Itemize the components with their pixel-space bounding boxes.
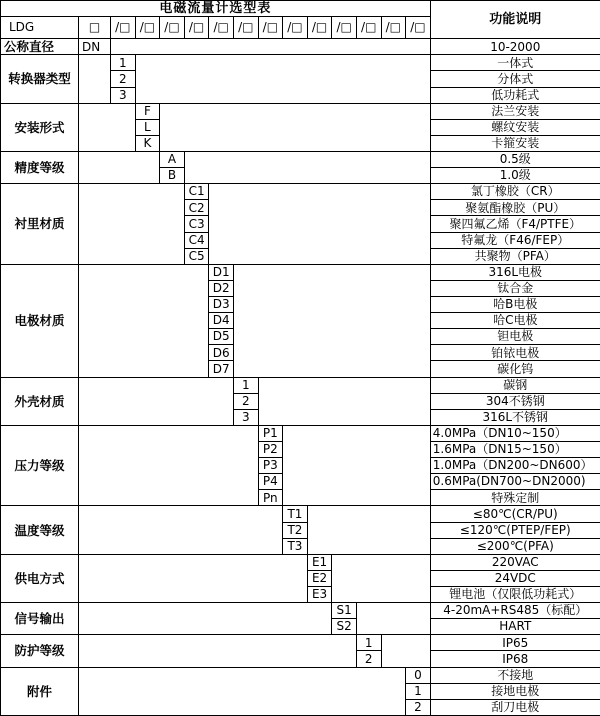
desc-cell: ≤80℃(CR/PU)	[430, 506, 600, 522]
desc-cell: 铂铱电极	[430, 345, 600, 361]
empty-cell	[79, 264, 209, 377]
empty-cell	[160, 103, 431, 151]
desc-cell: 哈C电极	[430, 313, 600, 329]
code-cell: E2	[307, 570, 332, 586]
code-cell: A	[160, 152, 185, 168]
code-cell: P4	[258, 474, 283, 490]
code-cell: F	[135, 103, 160, 119]
code-cell: C1	[184, 184, 209, 200]
desc-cell: 不接地	[430, 667, 600, 683]
code-cell: D4	[209, 313, 234, 329]
empty-cell	[79, 184, 185, 265]
table-row	[1, 554, 600, 570]
model-box-cell: /□	[258, 17, 283, 39]
model-box-cell: /□	[160, 17, 185, 39]
desc-cell: 220VAC	[430, 554, 600, 570]
model-box-cell: /□	[135, 17, 160, 39]
desc-cell: 氯丁橡胶（CR）	[430, 184, 600, 200]
section-label: 精度等级	[1, 152, 79, 184]
code-cell: T2	[283, 522, 308, 538]
section-label: 供电方式	[1, 554, 79, 602]
code-cell: T1	[283, 506, 308, 522]
empty-cell	[79, 152, 160, 184]
desc-cell: 碳钢	[430, 377, 600, 393]
section-label: 电极材质	[1, 264, 79, 377]
model-box-cell: /□	[406, 17, 431, 39]
desc-cell: 0.5级	[430, 152, 600, 168]
desc-cell: 1.0级	[430, 168, 600, 184]
model-box-cell: /□	[332, 17, 357, 39]
code-cell: L	[135, 119, 160, 135]
function-header: 功能说明	[430, 1, 600, 39]
empty-cell	[233, 264, 430, 377]
section-label: 附件	[1, 667, 79, 715]
model-box-cell: /□	[307, 17, 332, 39]
empty-cell	[79, 103, 136, 151]
desc-cell: IP65	[430, 635, 600, 651]
empty-cell	[79, 667, 406, 715]
empty-cell	[356, 603, 430, 635]
section-label: 压力等级	[1, 425, 79, 506]
empty-cell	[79, 554, 308, 602]
code-cell: 3	[111, 87, 136, 103]
empty-cell	[79, 635, 357, 667]
empty-cell	[283, 425, 431, 506]
desc-cell: IP68	[430, 651, 600, 667]
code-cell: T3	[283, 538, 308, 554]
empty-cell	[111, 39, 431, 55]
code-cell: 2	[406, 699, 431, 715]
code-cell: C3	[184, 216, 209, 232]
desc-cell: 钛合金	[430, 280, 600, 296]
empty-cell	[79, 55, 111, 103]
code-cell: DN	[79, 39, 111, 55]
diameter-row	[1, 39, 600, 55]
desc-cell: 钽电极	[430, 329, 600, 345]
code-cell: D3	[209, 297, 234, 313]
table-row	[1, 264, 600, 280]
desc-cell: 分体式	[430, 71, 600, 87]
code-cell: D2	[209, 280, 234, 296]
model-box-cell: /□	[283, 17, 308, 39]
desc-cell: 聚四氟乙烯（F4/PTFE）	[430, 216, 600, 232]
section-label: 衬里材质	[1, 184, 79, 265]
code-cell: D5	[209, 329, 234, 345]
code-cell: C5	[184, 248, 209, 264]
table-row	[1, 635, 600, 651]
table-row	[1, 184, 600, 200]
desc-cell: 316L不锈钢	[430, 409, 600, 425]
empty-cell	[79, 506, 283, 554]
code-cell: P3	[258, 458, 283, 474]
desc-cell: 卡箍安装	[430, 135, 600, 151]
title-row	[1, 1, 600, 17]
code-cell: C2	[184, 200, 209, 216]
code-cell: 0	[406, 667, 431, 683]
empty-cell	[79, 425, 259, 506]
desc-cell: ≤200℃(PFA)	[430, 538, 600, 554]
desc-cell: ≤120℃(PTEP/FEP)	[430, 522, 600, 538]
desc-cell: 24VDC	[430, 570, 600, 586]
desc-cell: 共聚物（PFA）	[430, 248, 600, 264]
table-row	[1, 103, 600, 119]
code-cell: 1	[111, 55, 136, 71]
desc-cell: 法兰安装	[430, 103, 600, 119]
empty-cell	[209, 184, 430, 265]
desc-cell: 特殊定制	[430, 490, 600, 506]
desc-cell: 一体式	[430, 55, 600, 71]
desc-cell: 4-20mA+RS485（标配）	[430, 603, 600, 619]
section-label: 防护等级	[1, 635, 79, 667]
desc-cell: 1.6MPa（DN15~150）	[430, 441, 600, 457]
empty-cell	[79, 603, 332, 635]
code-cell: S1	[332, 603, 357, 619]
desc-cell: 低功耗式	[430, 87, 600, 103]
empty-cell	[258, 377, 430, 425]
section-label: 外壳材质	[1, 377, 79, 425]
model-box-cell: /□	[111, 17, 136, 39]
table-row	[1, 55, 600, 71]
code-cell: 1	[356, 635, 381, 651]
section-label: 公称直径	[1, 39, 79, 55]
code-cell: S2	[332, 619, 357, 635]
code-cell: E3	[307, 586, 332, 602]
desc-cell: 10-2000	[430, 39, 600, 55]
code-cell: D6	[209, 345, 234, 361]
desc-cell: 316L电极	[430, 264, 600, 280]
empty-cell	[381, 635, 430, 667]
desc-cell: 接地电极	[430, 683, 600, 699]
code-cell: D1	[209, 264, 234, 280]
desc-cell: 0.6MPa(DN700~DN2000)	[430, 474, 600, 490]
model-prefix: LDG	[1, 17, 79, 39]
code-cell: C4	[184, 232, 209, 248]
desc-cell: 碳化钨	[430, 361, 600, 377]
section-label: 安装形式	[1, 103, 79, 151]
model-box-cell: /□	[356, 17, 381, 39]
model-box-cell: /□	[209, 17, 234, 39]
code-cell: 1	[233, 377, 258, 393]
model-box-cell: /□	[381, 17, 406, 39]
section-label: 信号输出	[1, 603, 79, 635]
desc-cell: 锂电池（仅限低功耗式）	[430, 586, 600, 602]
desc-cell: 螺纹安装	[430, 119, 600, 135]
code-cell: B	[160, 168, 185, 184]
table-row	[1, 377, 600, 393]
desc-cell: 4.0MPa（DN10~150）	[430, 425, 600, 441]
empty-cell	[79, 377, 234, 425]
code-cell: K	[135, 135, 160, 151]
table-row	[1, 603, 600, 619]
empty-cell	[332, 554, 430, 602]
code-cell: P2	[258, 441, 283, 457]
desc-cell: HART	[430, 619, 600, 635]
code-cell: 2	[356, 651, 381, 667]
table-row	[1, 152, 600, 168]
model-box-cell: □	[79, 17, 111, 39]
model-box-cell: /□	[184, 17, 209, 39]
code-cell: E1	[307, 554, 332, 570]
desc-cell: 哈B电极	[430, 297, 600, 313]
desc-cell: 聚氨酯橡胶（PU）	[430, 200, 600, 216]
desc-cell: 1.0MPa（DN200~DN600）	[430, 458, 600, 474]
section-label: 转换器类型	[1, 55, 79, 103]
code-cell: P1	[258, 425, 283, 441]
empty-cell	[135, 55, 430, 103]
model-box-cell: /□	[233, 17, 258, 39]
table-row	[1, 425, 600, 441]
empty-cell	[184, 152, 430, 184]
table-row	[1, 506, 600, 522]
code-cell: 2	[233, 393, 258, 409]
code-cell: 2	[111, 71, 136, 87]
table-row	[1, 667, 600, 683]
section-label: 温度等级	[1, 506, 79, 554]
code-cell: 3	[233, 409, 258, 425]
desc-cell: 304不锈钢	[430, 393, 600, 409]
code-cell: Pn	[258, 490, 283, 506]
code-cell: 1	[406, 683, 431, 699]
empty-cell	[307, 506, 430, 554]
table-title: 电磁流量计选型表	[1, 1, 431, 17]
desc-cell: 刮刀电极	[430, 699, 600, 715]
code-cell: D7	[209, 361, 234, 377]
desc-cell: 特氟龙（F46/FEP）	[430, 232, 600, 248]
